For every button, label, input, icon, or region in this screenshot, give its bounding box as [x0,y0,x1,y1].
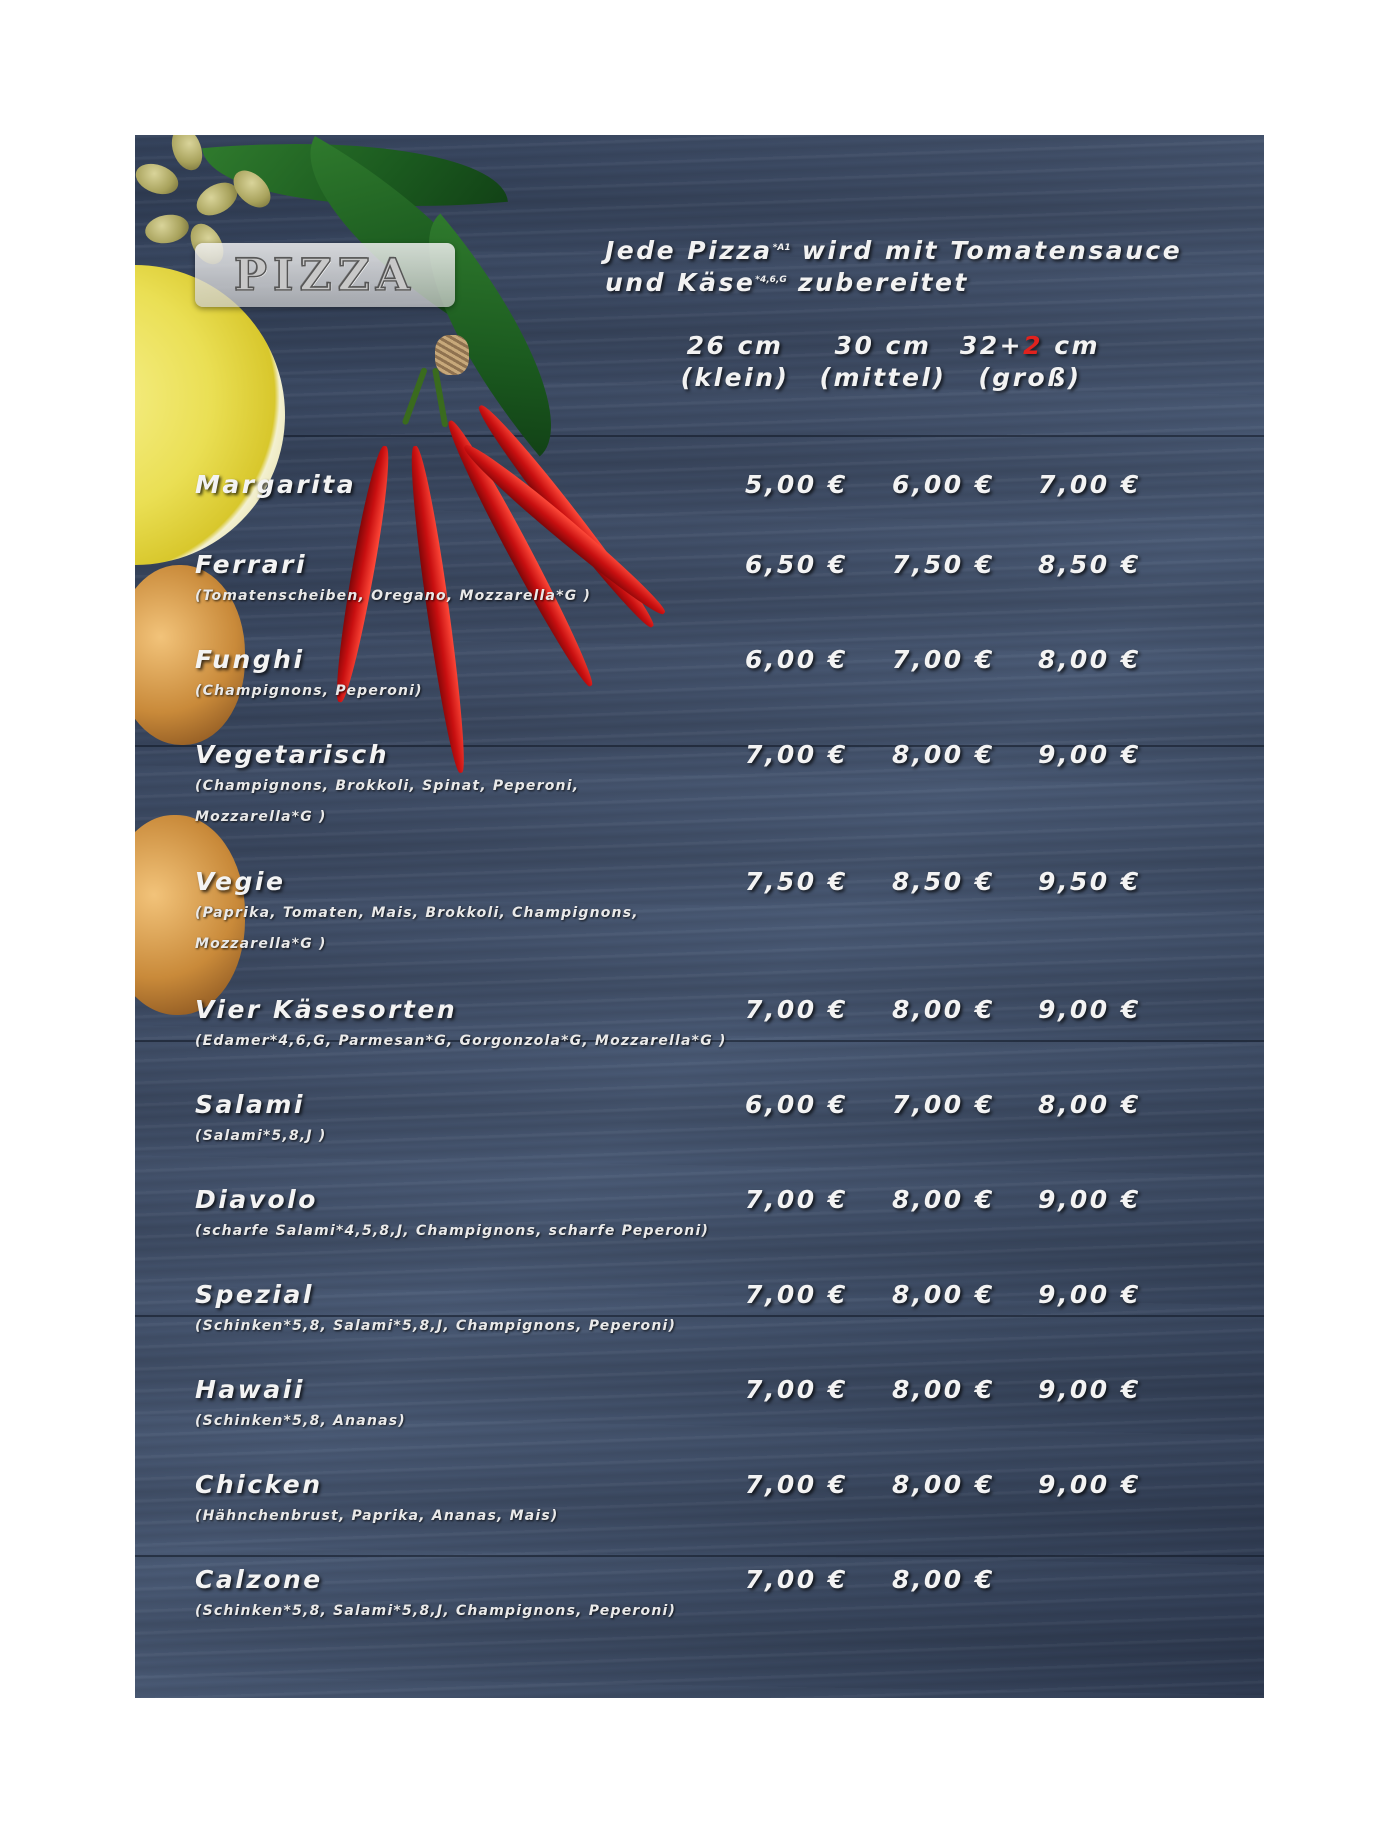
size-label: (klein) [680,363,790,392]
item-description: (Salami*5,8,J ) [195,1128,327,1144]
item-price: 8,00 € [1038,645,1141,674]
item-price: 6,00 € [745,1090,848,1119]
item-price: 8,00 € [892,1185,995,1214]
item-description: (Edamer*4,6,G, Parmesan*G, Gorgonzola*G, Mozzarella*G ) [195,1033,727,1049]
item-name: Vegie [195,867,286,896]
item-name: Diavolo [195,1185,318,1214]
item-price: 7,00 € [745,740,848,769]
size-value: 30 cm [834,331,932,360]
item-description: (Tomatenscheiben, Oregano, Mozzarella*G ) [195,588,592,604]
item-price: 9,00 € [1038,1375,1141,1404]
size-accent: 2 [1023,331,1044,360]
size-label: (mittel) [819,363,947,392]
item-name: Margarita [195,470,357,499]
item-price: 8,50 € [892,867,995,896]
item-price: 8,00 € [892,740,995,769]
item-price: 9,00 € [1038,995,1141,1024]
item-description-cont: Mozzarella*G ) [195,809,327,825]
intro-line1-rest: wird mit Tomatensauce [790,236,1183,265]
item-name: Hawaii [195,1375,305,1404]
item-price: 9,00 € [1038,1185,1141,1214]
item-description: (Schinken*5,8, Ananas) [195,1413,406,1429]
item-description: (Champignons, Peperoni) [195,683,423,699]
section-title: PIZZA [233,249,417,301]
item-price: 8,00 € [1038,1090,1141,1119]
item-price: 7,00 € [745,1565,848,1594]
size-unit: cm [1043,331,1101,360]
item-price: 7,00 € [745,1185,848,1214]
intro-line2-rest: zubereitet [786,268,969,297]
size-header-large [950,330,1110,394]
item-name: Funghi [195,645,305,674]
item-price: 6,50 € [745,550,848,579]
item-name: Chicken [195,1470,323,1499]
menu-board [135,135,1264,1698]
item-description: (Hähnchenbrust, Paprika, Ananas, Mais) [195,1508,559,1524]
item-name: Spezial [195,1280,314,1309]
intro-note [605,235,1182,299]
item-price: 7,00 € [892,1090,995,1119]
item-price: 7,50 € [745,867,848,896]
item-price: 7,00 € [745,995,848,1024]
size-value: 32+ [959,331,1024,360]
item-name: Vier Käsesorten [195,995,458,1024]
item-price: 8,00 € [892,1375,995,1404]
size-value: 26 cm [686,331,784,360]
item-price: 8,00 € [892,1565,995,1594]
item-name: Ferrari [195,550,308,579]
item-name: Calzone [195,1565,323,1594]
item-description: (Paprika, Tomaten, Mais, Brokkoli, Champignons, [195,905,639,921]
item-price: 7,00 € [1038,470,1141,499]
size-header-medium [803,330,963,394]
section-title-badge [195,243,455,307]
item-description: (scharfe Salami*4,5,8,J, Champignons, scharfe Peperoni) [195,1223,710,1239]
item-price: 7,00 € [745,1470,848,1499]
allergen-note: *A1 [772,243,791,253]
item-price: 9,50 € [1038,867,1141,896]
item-price: 9,00 € [1038,740,1141,769]
item-price: 6,00 € [745,645,848,674]
item-price: 7,00 € [892,645,995,674]
size-header-small [655,330,815,394]
item-name: Salami [195,1090,305,1119]
item-price: 7,00 € [745,1280,848,1309]
item-price: 8,50 € [1038,550,1141,579]
item-description: (Champignons, Brokkoli, Spinat, Peperoni, [195,778,580,794]
item-description-cont: Mozzarella*G ) [195,936,327,952]
allergen-note: *4,6,G [755,275,787,285]
item-price: 9,00 € [1038,1280,1141,1309]
item-description: (Schinken*5,8, Salami*5,8,J, Champignons, Peperoni) [195,1318,677,1334]
intro-line2: und Käse [605,268,756,297]
item-price: 6,00 € [892,470,995,499]
item-price: 8,00 € [892,1470,995,1499]
item-price: 9,00 € [1038,1470,1141,1499]
size-label: (groß) [978,363,1082,392]
intro-line1: Jede Pizza [605,236,773,265]
item-price: 8,00 € [892,1280,995,1309]
item-description: (Schinken*5,8, Salami*5,8,J, Champignons, Peperoni) [195,1603,677,1619]
item-price: 7,50 € [892,550,995,579]
item-price: 7,00 € [745,1375,848,1404]
item-name: Vegetarisch [195,740,390,769]
item-price: 8,00 € [892,995,995,1024]
item-price: 5,00 € [745,470,848,499]
